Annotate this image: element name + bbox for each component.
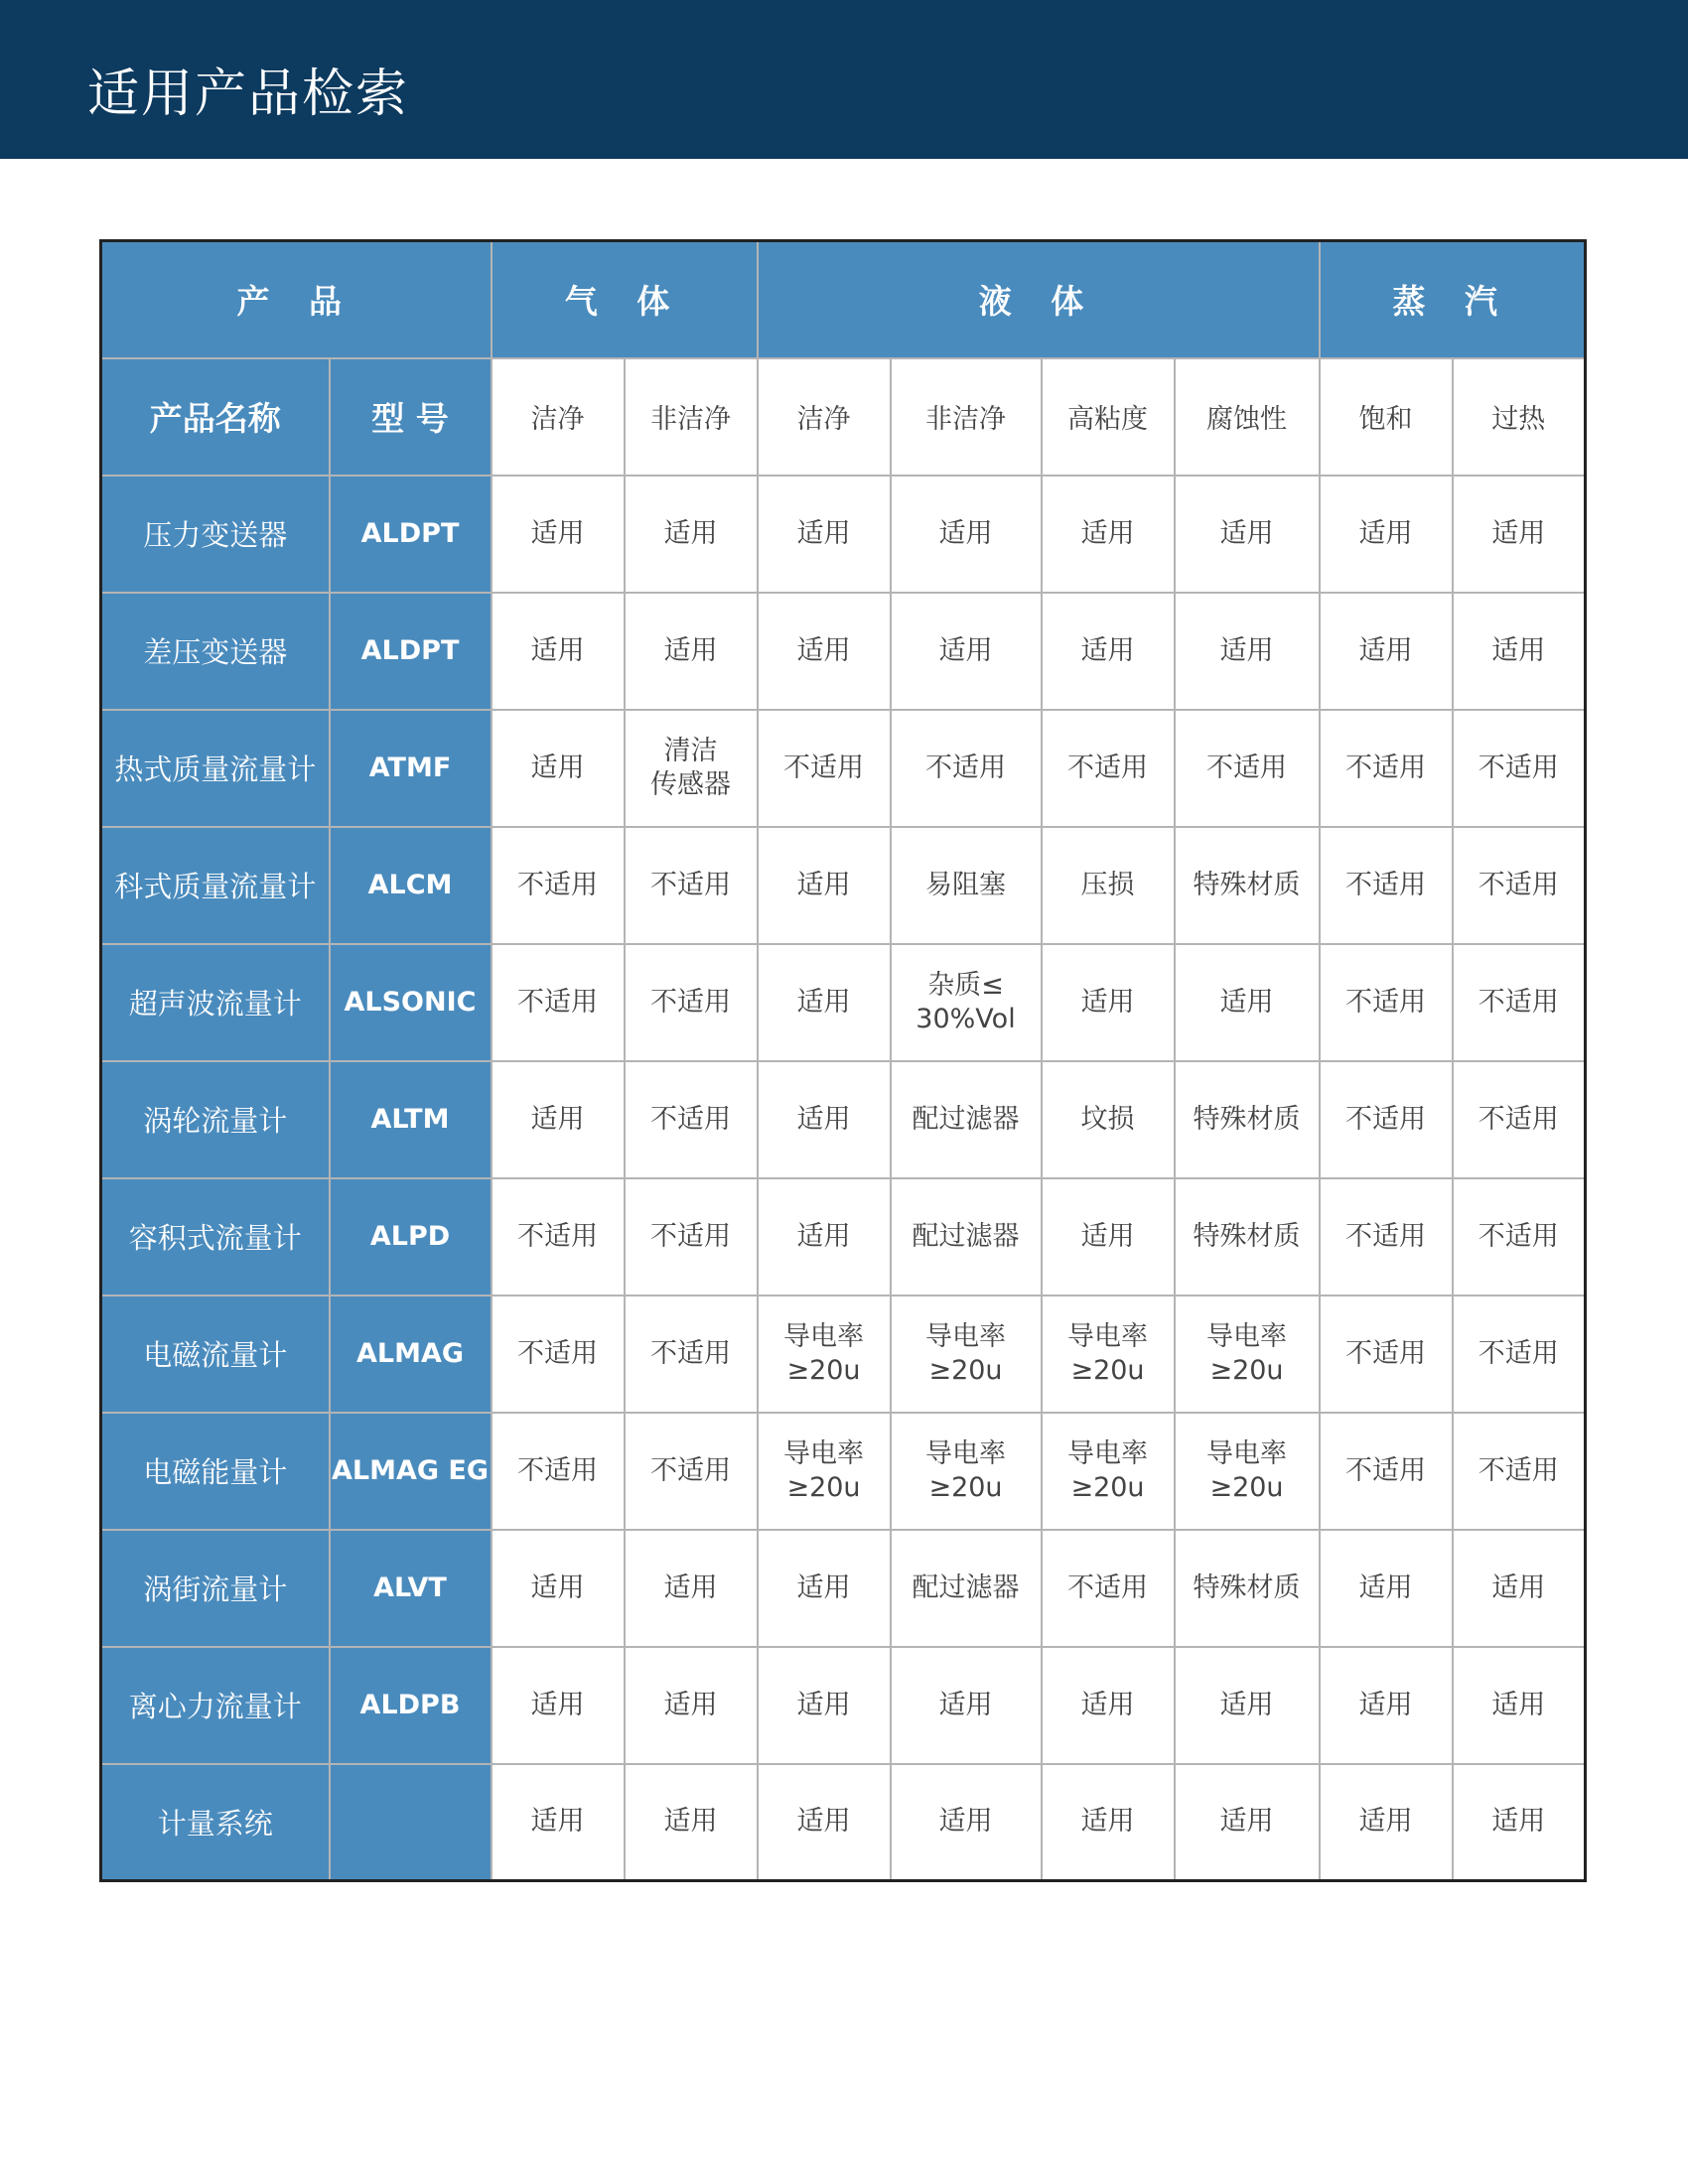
product-name: 离心力流量计 xyxy=(101,1647,330,1764)
product-model: ALMAG xyxy=(330,1296,492,1413)
applicability-cell: 不适用 xyxy=(492,1413,625,1530)
column-header-liquid-clean: 洁净 xyxy=(758,358,891,476)
column-header-liquid-viscous: 高粘度 xyxy=(1042,358,1175,476)
applicability-cell: 适用 xyxy=(758,944,891,1061)
applicability-cell: 适用 xyxy=(492,476,625,593)
product-name: 涡轮流量计 xyxy=(101,1061,330,1178)
table-row xyxy=(101,710,1586,827)
group-header-steam: 蒸 汽 xyxy=(1320,241,1586,358)
product-model xyxy=(330,1764,492,1881)
applicability-cell: 适用 xyxy=(891,1647,1042,1764)
applicability-cell: 不适用 xyxy=(1453,1061,1586,1178)
applicability-cell: 不适用 xyxy=(1453,1178,1586,1296)
header-banner xyxy=(0,0,1688,159)
product-name: 超声波流量计 xyxy=(101,944,330,1061)
applicability-cell: 适用 xyxy=(1175,476,1320,593)
applicability-cell: 不适用 xyxy=(891,710,1042,827)
column-header-liquid-dirty: 非洁净 xyxy=(891,358,1042,476)
applicability-cell: 适用 xyxy=(758,1647,891,1764)
applicability-cell: 适用 xyxy=(1320,1647,1453,1764)
group-header-liquid: 液 体 xyxy=(758,241,1320,358)
applicability-cell: 不适用 xyxy=(1320,710,1453,827)
product-model: ALCM xyxy=(330,827,492,944)
product-model: ALSONIC xyxy=(330,944,492,1061)
applicability-cell: 配过滤器 xyxy=(891,1530,1042,1647)
table-row xyxy=(101,1413,1586,1530)
applicability-cell: 特殊材质 xyxy=(1175,1061,1320,1178)
applicability-cell: 不适用 xyxy=(1320,827,1453,944)
applicability-cell: 适用 xyxy=(1453,1647,1586,1764)
product-applicability-table xyxy=(99,239,1587,1882)
applicability-cell: 适用 xyxy=(758,1178,891,1296)
applicability-cell: 适用 xyxy=(492,1061,625,1178)
table-row xyxy=(101,827,1586,944)
applicability-cell: 不适用 xyxy=(625,944,758,1061)
applicability-cell: 适用 xyxy=(1453,476,1586,593)
applicability-cell: 不适用 xyxy=(1453,944,1586,1061)
table-row xyxy=(101,1296,1586,1413)
applicability-cell: 不适用 xyxy=(625,827,758,944)
applicability-cell: 适用 xyxy=(1175,1647,1320,1764)
applicability-cell: 适用 xyxy=(891,593,1042,710)
applicability-cell: 适用 xyxy=(758,1530,891,1647)
product-name: 热式质量流量计 xyxy=(101,710,330,827)
applicability-cell: 不适用 xyxy=(625,1413,758,1530)
applicability-cell: 适用 xyxy=(1042,593,1175,710)
applicability-cell: 导电率 ≥20u xyxy=(758,1413,891,1530)
applicability-cell: 不适用 xyxy=(1042,1530,1175,1647)
applicability-cell: 适用 xyxy=(1042,1178,1175,1296)
column-header-liquid-corrosive: 腐蚀性 xyxy=(1175,358,1320,476)
applicability-cell: 适用 xyxy=(1042,944,1175,1061)
applicability-cell: 适用 xyxy=(492,710,625,827)
applicability-cell: 不适用 xyxy=(758,710,891,827)
applicability-cell: 不适用 xyxy=(1320,944,1453,1061)
column-header-model: 型 号 xyxy=(330,358,492,476)
applicability-cell: 适用 xyxy=(758,1764,891,1881)
applicability-cell: 不适用 xyxy=(1042,710,1175,827)
applicability-cell: 配过滤器 xyxy=(891,1061,1042,1178)
applicability-cell: 坟损 xyxy=(1042,1061,1175,1178)
applicability-cell: 不适用 xyxy=(1453,1413,1586,1530)
page-title: 适用产品检索 xyxy=(87,65,410,124)
applicability-cell: 配过滤器 xyxy=(891,1178,1042,1296)
group-header-product: 产 品 xyxy=(101,241,492,358)
applicability-cell: 不适用 xyxy=(492,827,625,944)
product-name: 压力变送器 xyxy=(101,476,330,593)
applicability-cell: 适用 xyxy=(1453,593,1586,710)
applicability-cell: 特殊材质 xyxy=(1175,1530,1320,1647)
applicability-cell: 不适用 xyxy=(1320,1296,1453,1413)
applicability-cell: 不适用 xyxy=(1320,1413,1453,1530)
applicability-cell: 适用 xyxy=(758,593,891,710)
applicability-cell: 特殊材质 xyxy=(1175,827,1320,944)
applicability-cell: 不适用 xyxy=(625,1178,758,1296)
column-header-gas-dirty: 非洁净 xyxy=(625,358,758,476)
applicability-cell: 导电率 ≥20u xyxy=(1175,1296,1320,1413)
applicability-cell: 不适用 xyxy=(1453,827,1586,944)
applicability-cell: 适用 xyxy=(1320,593,1453,710)
table-row xyxy=(101,476,1586,593)
applicability-cell: 不适用 xyxy=(1320,1178,1453,1296)
product-model: ALTM xyxy=(330,1061,492,1178)
applicability-cell: 适用 xyxy=(758,827,891,944)
applicability-cell: 导电率 ≥20u xyxy=(758,1296,891,1413)
table-row xyxy=(101,944,1586,1061)
product-model: ALDPT xyxy=(330,593,492,710)
applicability-cell: 导电率 ≥20u xyxy=(1175,1413,1320,1530)
applicability-cell: 适用 xyxy=(492,593,625,710)
column-header-steam-saturated: 饱和 xyxy=(1320,358,1453,476)
applicability-cell: 适用 xyxy=(1042,1764,1175,1881)
applicability-cell: 不适用 xyxy=(1320,1061,1453,1178)
applicability-cell: 适用 xyxy=(758,1061,891,1178)
applicability-cell: 适用 xyxy=(492,1647,625,1764)
product-model: ALPD xyxy=(330,1178,492,1296)
product-model: ALDPT xyxy=(330,476,492,593)
applicability-cell: 适用 xyxy=(891,476,1042,593)
product-name: 科式质量流量计 xyxy=(101,827,330,944)
applicability-cell: 压损 xyxy=(1042,827,1175,944)
product-name: 电磁流量计 xyxy=(101,1296,330,1413)
applicability-cell: 适用 xyxy=(1453,1530,1586,1647)
applicability-cell: 适用 xyxy=(492,1530,625,1647)
applicability-cell: 适用 xyxy=(1175,944,1320,1061)
applicability-cell: 导电率 ≥20u xyxy=(1042,1296,1175,1413)
table-row xyxy=(101,593,1586,710)
applicability-cell: 不适用 xyxy=(492,944,625,1061)
product-name: 计量系统 xyxy=(101,1764,330,1881)
applicability-cell: 适用 xyxy=(758,476,891,593)
product-model: ALMAG EG xyxy=(330,1413,492,1530)
product-name: 容积式流量计 xyxy=(101,1178,330,1296)
applicability-cell: 适用 xyxy=(1175,1764,1320,1881)
applicability-cell: 适用 xyxy=(1453,1764,1586,1881)
applicability-cell: 适用 xyxy=(625,1647,758,1764)
product-model: ALVT xyxy=(330,1530,492,1647)
product-name: 差压变送器 xyxy=(101,593,330,710)
table-body xyxy=(101,476,1586,1881)
table-row xyxy=(101,1647,1586,1764)
applicability-cell: 不适用 xyxy=(492,1178,625,1296)
applicability-cell: 不适用 xyxy=(492,1296,625,1413)
applicability-cell: 导电率 ≥20u xyxy=(1042,1413,1175,1530)
applicability-cell: 不适用 xyxy=(1175,710,1320,827)
applicability-cell: 适用 xyxy=(625,1530,758,1647)
product-model: ALDPB xyxy=(330,1647,492,1764)
applicability-cell: 适用 xyxy=(1042,1647,1175,1764)
applicability-cell: 适用 xyxy=(625,593,758,710)
applicability-cell: 适用 xyxy=(1175,593,1320,710)
product-name: 涡街流量计 xyxy=(101,1530,330,1647)
table-row xyxy=(101,1764,1586,1881)
applicability-cell: 杂质≤ 30%Vol xyxy=(891,944,1042,1061)
applicability-cell: 特殊材质 xyxy=(1175,1178,1320,1296)
column-header-name: 产品名称 xyxy=(101,358,330,476)
applicability-cell: 适用 xyxy=(891,1764,1042,1881)
applicability-cell: 清洁 传感器 xyxy=(625,710,758,827)
applicability-cell: 不适用 xyxy=(625,1296,758,1413)
applicability-cell: 不适用 xyxy=(1453,710,1586,827)
applicability-cell: 导电率 ≥20u xyxy=(891,1296,1042,1413)
applicability-cell: 适用 xyxy=(1320,1764,1453,1881)
table-row xyxy=(101,1530,1586,1647)
applicability-cell: 适用 xyxy=(1320,476,1453,593)
applicability-cell: 适用 xyxy=(492,1764,625,1881)
applicability-cell: 易阻塞 xyxy=(891,827,1042,944)
applicability-cell: 导电率 ≥20u xyxy=(891,1413,1042,1530)
applicability-cell: 适用 xyxy=(625,476,758,593)
applicability-cell: 不适用 xyxy=(625,1061,758,1178)
applicability-cell: 适用 xyxy=(1320,1530,1453,1647)
product-name: 电磁能量计 xyxy=(101,1413,330,1530)
applicability-cell: 不适用 xyxy=(1453,1296,1586,1413)
group-header-gas: 气 体 xyxy=(492,241,758,358)
table-row xyxy=(101,1178,1586,1296)
applicability-cell: 适用 xyxy=(1042,476,1175,593)
column-header-steam-superheated: 过热 xyxy=(1453,358,1586,476)
table-row xyxy=(101,1061,1586,1178)
column-header-gas-clean: 洁净 xyxy=(492,358,625,476)
applicability-cell: 适用 xyxy=(625,1764,758,1881)
product-model: ATMF xyxy=(330,710,492,827)
